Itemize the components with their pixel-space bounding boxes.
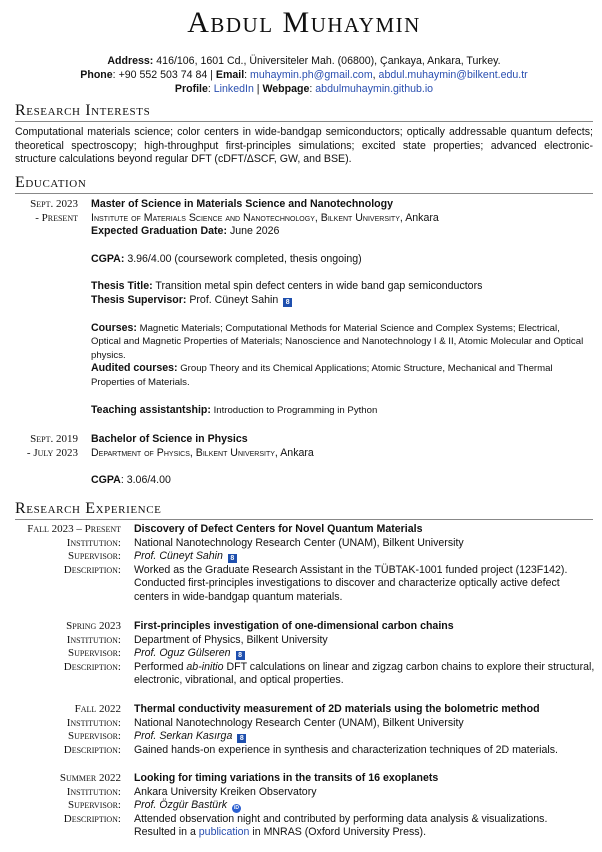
- institution-label: Institution:: [66, 716, 121, 729]
- edu-date-start: Sept. 2023: [30, 198, 78, 210]
- section-title-research-interests: Research Interests: [15, 102, 593, 122]
- section-title-research-experience: Research Experience: [15, 500, 593, 520]
- description-label: Description:: [63, 660, 121, 673]
- edu-thesis-title-label: Thesis Title:: [91, 280, 153, 293]
- edu-expected-line: [91, 225, 591, 239]
- profile-label: Profile: [174, 83, 208, 95]
- linkedin-link[interactable]: LinkedIn: [213, 83, 254, 95]
- edu-cgpa-line: CGPA: 3.06/4.00: [91, 474, 171, 487]
- edu-cgpa-line: [91, 253, 591, 267]
- email-label: Email: [215, 69, 245, 81]
- desc-post: in MNRAS (Oxford University Press).: [249, 826, 427, 839]
- research-date: Fall 2023 – Present: [27, 523, 121, 535]
- edu-date-end: - Present: [35, 211, 78, 224]
- research-supervisor-wrap: [134, 647, 596, 661]
- edu-courses: [91, 322, 591, 363]
- edu-thesis-supervisor-line: [91, 294, 591, 308]
- description-label: Description:: [63, 743, 121, 756]
- edu-expected-value: June 2026: [229, 225, 280, 238]
- supervisor-label: Supervisor:: [68, 550, 121, 563]
- edu-audited-value: Group Theory and its Chemical Applications; Atomic Structure, Mechanical and Thermal Properties of Materials.: [91, 363, 553, 388]
- research-title: Looking for timing variations in the transits of 16 exoplanets: [134, 772, 439, 784]
- section-title-education: Education: [15, 174, 593, 194]
- edu-courses-label: Courses:: [91, 321, 137, 334]
- edu-degree: Master of Science in Materials Science and Nanotechnology: [91, 198, 394, 210]
- research-supervisor-wrap: [134, 550, 596, 564]
- institution-label: Institution:: [66, 536, 121, 549]
- research-description: [134, 661, 596, 688]
- research-entry: [15, 620, 593, 688]
- institution-label: Institution:: [66, 785, 121, 798]
- research-supervisor-wrap: [134, 730, 596, 744]
- research-title: First-principles investigation of one-dimensional carbon chains: [134, 620, 454, 632]
- desc-pre: Performed: [134, 660, 187, 673]
- address-value: 416/106, 1601 Cd., Üniversiteler Mah. (06800), Çankaya, Ankara, Turkey.: [156, 55, 501, 67]
- research-date: Fall 2022: [74, 703, 121, 715]
- research-description-line2: [134, 826, 596, 840]
- research-institution: Ankara University Kreiken Observatory: [134, 785, 317, 798]
- research-description-line1: Attended observation night and contributed by performing data analysis & visualizations.: [134, 812, 548, 825]
- desc-em: ab-initio: [186, 660, 224, 673]
- address-line: [15, 54, 593, 68]
- research-supervisor: Prof. Özgür Bastürk: [134, 799, 228, 812]
- google-scholar-icon[interactable]: 8: [236, 651, 245, 660]
- supervisor-label: Supervisor:: [68, 730, 121, 743]
- edu-courses-value: Magnetic Materials; Computational Methods for Material Science and Complex Systems; Electrical, Optical and Magnetic Properties of Materials; Nanoscience and Nanotechnology I & II, Atomic Molecular and Optical physics.: [91, 322, 584, 361]
- research-entry: [15, 772, 593, 840]
- research-title: Discovery of Defect Centers for Novel Quantum Materials: [134, 523, 423, 535]
- research-entry: [15, 703, 593, 757]
- institution-label: Institution:: [66, 633, 121, 646]
- research-institution: National Nanotechnology Research Center (UNAM), Bilkent University: [134, 536, 464, 549]
- edu-ta-line: [91, 404, 591, 418]
- edu-institution-line: Institute of Materials Science and Nanotechnology, Bilkent University, Ankara: [91, 211, 439, 224]
- edu-thesis-supervisor-value: Prof. Cüneyt Sahin: [189, 293, 279, 306]
- edu-date: [15, 198, 78, 225]
- email-link-gmail[interactable]: muhaymin.ph@gmail.com: [250, 69, 373, 81]
- edu-thesis-title-value: Transition metal spin defect centers in wide band gap semiconductors: [155, 280, 483, 293]
- edu-date-start: Sept. 2019: [30, 433, 78, 445]
- supervisor-label: Supervisor:: [68, 799, 121, 812]
- google-scholar-icon[interactable]: 8: [228, 554, 237, 563]
- phone-label: Phone: [80, 69, 113, 81]
- publication-link[interactable]: publication: [198, 826, 250, 839]
- contact-block: [15, 54, 593, 96]
- webpage-link[interactable]: abdulmuhaymin.github.io: [315, 83, 434, 95]
- description-label: Description:: [63, 563, 121, 576]
- edu-date-end: - July 2023: [26, 446, 78, 459]
- orcid-icon[interactable]: iD: [233, 805, 239, 812]
- profile-line: Profile: LinkedIn | Webpage: abdulmuhaymin.github.io: [174, 83, 434, 95]
- research-supervisor: Prof. Serkan Kasırga: [134, 730, 233, 743]
- research-supervisor: Prof. Oguz Gülseren: [134, 647, 231, 660]
- research-supervisor-wrap: [134, 799, 596, 813]
- edu-audited: [91, 362, 591, 389]
- edu-institution: Department of Physics, Bilkent University: [91, 446, 275, 459]
- research-description: Worked as the Graduate Research Assistant in the TÜBTAK-1001 funded project (123F142). Conducted first-principles investigations to discover and characterize optically active defect centers in wide-bandgap quantum materials.: [134, 563, 568, 603]
- edu-city: Ankara: [280, 446, 314, 459]
- address-label: Address:: [107, 55, 154, 67]
- edu-body: [91, 198, 591, 417]
- research-institution: National Nanotechnology Research Center (UNAM), Bilkent University: [134, 716, 464, 729]
- edu-body: [91, 433, 591, 488]
- supervisor-label: Supervisor:: [68, 647, 121, 660]
- edu-institution-line: Department of Physics, Bilkent University, Ankara: [91, 446, 314, 459]
- google-scholar-icon[interactable]: 8: [237, 734, 246, 743]
- edu-cgpa-label: CGPA: [91, 474, 121, 487]
- research-date: Spring 2023: [66, 620, 121, 632]
- edu-cgpa-value: 3.96/4.00 (coursework completed, thesis ongoing): [127, 252, 362, 265]
- research-date: Summer 2022: [59, 772, 121, 784]
- edu-audited-label: Audited courses:: [91, 362, 178, 375]
- description-label: Description:: [63, 812, 121, 825]
- email-link-bilkent[interactable]: abdul.muhaymin@bilkent.edu.tr: [378, 69, 528, 81]
- edu-degree: Bachelor of Science in Physics: [91, 433, 248, 445]
- research-description: Gained hands-on experience in synthesis and characterization techniques of 2D materials.: [134, 743, 558, 756]
- phone-value: +90 552 503 74 84: [118, 69, 208, 81]
- google-scholar-icon[interactable]: 8: [283, 298, 292, 307]
- phone-email-line: Phone: +90 552 503 74 84 | Email: muhaymin.ph@gmail.com, abdul.muhaymin@bilkent.edu.tr: [80, 69, 528, 81]
- cv-name: Abdul Muhaymin: [187, 6, 421, 39]
- research-interests-text: Computational materials science; color centers in wide-bandgap semiconductors; optically addressable quantum defects; theoretical spectroscopy; high-throughput first-principles simulations; excited state properties; advanced electronic-structure calculations beyond regular DFT (cDFT/ΔSCF, GW, and BSE).: [15, 126, 593, 166]
- edu-cgpa-label: CGPA:: [91, 252, 125, 265]
- research-title: Thermal conductivity measurement of 2D materials using the bolometric method: [134, 703, 540, 715]
- research-institution: Department of Physics, Bilkent University: [134, 633, 328, 646]
- edu-date: [15, 433, 78, 460]
- desc-pre: Resulted in a: [134, 826, 199, 839]
- research-entry: [15, 523, 593, 605]
- webpage-label: Webpage: [262, 83, 310, 95]
- desc-post: DFT calculations on linear and zigzag carbon chains to explore their structural, electronic, vibrational, and optical properties.: [134, 660, 595, 687]
- edu-city: Ankara: [405, 211, 439, 224]
- research-supervisor: Prof. Cüneyt Sahin: [134, 550, 223, 563]
- edu-expected-label: Expected Graduation Date:: [91, 225, 227, 238]
- edu-thesis-title-line: [91, 280, 591, 294]
- edu-thesis-supervisor-label: Thesis Supervisor:: [91, 293, 187, 306]
- edu-ta-label: Teaching assistantship:: [91, 403, 211, 416]
- edu-institution: Institute of Materials Science and Nanotechnology, Bilkent University: [91, 211, 400, 224]
- edu-cgpa-value: 3.06/4.00: [126, 474, 171, 487]
- edu-ta-value: Introduction to Programming in Python: [213, 404, 378, 416]
